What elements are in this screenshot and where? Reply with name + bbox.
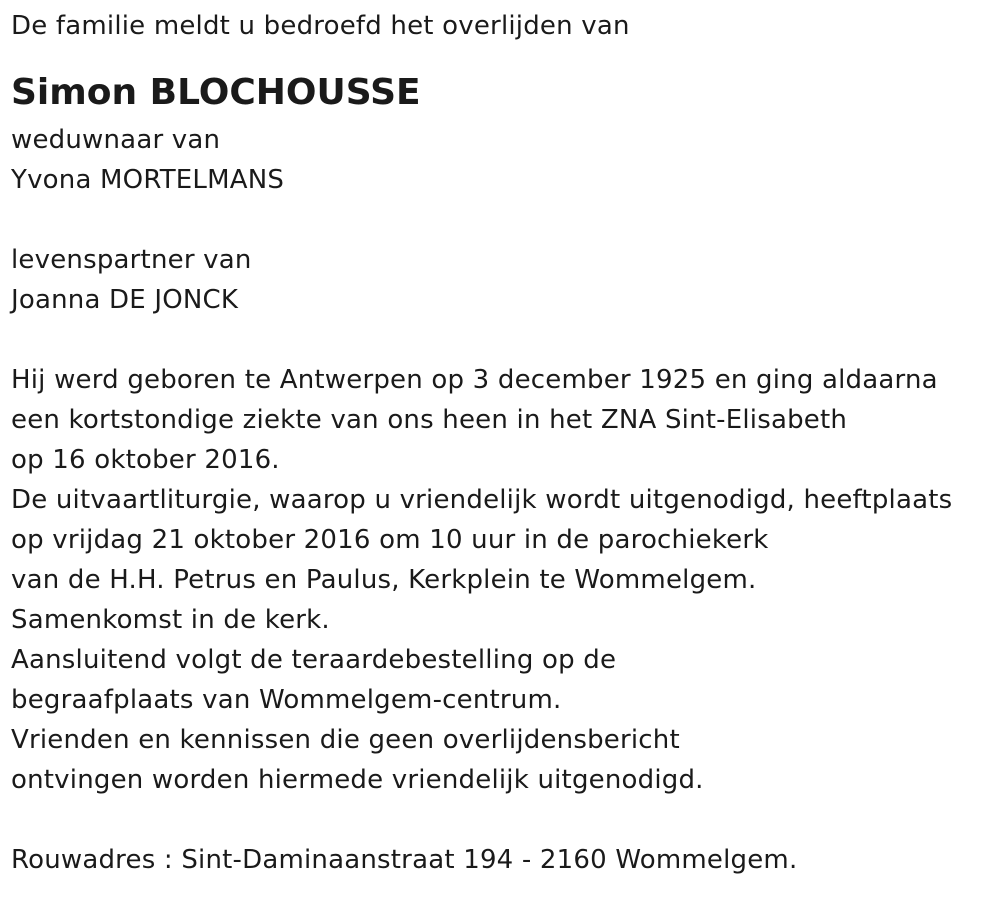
body-line: Aansluitend volgt de teraardebestelling op de bbox=[11, 645, 617, 675]
body-line: op 16 oktober 2016. bbox=[11, 445, 280, 475]
body-line: Vrienden en kennissen die geen overlijdensbericht bbox=[11, 725, 680, 755]
body-line: ontvingen worden hiermede vriendelijk uitgenodigd. bbox=[11, 765, 704, 795]
notice-body bbox=[11, 360, 986, 800]
body-line: Samenkomst in de kerk. bbox=[11, 605, 330, 635]
body-line: begraafplaats van Wommelgem-centrum. bbox=[11, 685, 562, 715]
relation-person: Yvona MORTELMANS bbox=[11, 165, 285, 195]
body-line: op vrijdag 21 oktober 2016 om 10 uur in de parochiekerk bbox=[11, 525, 769, 555]
deceased-name: Simon BLOCHOUSSE bbox=[11, 72, 421, 113]
body-line: Hij werd geboren te Antwerpen op 3 december 1925 en ging aldaarna bbox=[11, 365, 938, 395]
spacer bbox=[11, 800, 986, 840]
relation-label: weduwnaar van bbox=[11, 125, 221, 155]
spacer bbox=[11, 200, 986, 240]
intro-text: De familie meldt u bedroefd het overlijden van bbox=[11, 11, 630, 41]
body-line: van de H.H. Petrus en Paulus, Kerkplein te Wommelgem. bbox=[11, 565, 757, 595]
body-line: De uitvaartliturgie, waarop u vriendelijk wordt uitgenodigd, heeftplaats bbox=[11, 485, 953, 515]
relation-person: Joanna DE JONCK bbox=[11, 285, 239, 315]
death-notice bbox=[11, 6, 986, 880]
body-line: een kortstondige ziekte van ons heen in het ZNA Sint-Elisabeth bbox=[11, 405, 848, 435]
mourning-address: Rouwadres : Sint-Daminaanstraat 194 - 2160 Wommelgem. bbox=[11, 845, 798, 875]
spacer bbox=[11, 320, 986, 360]
relation-label: levenspartner van bbox=[11, 245, 252, 275]
